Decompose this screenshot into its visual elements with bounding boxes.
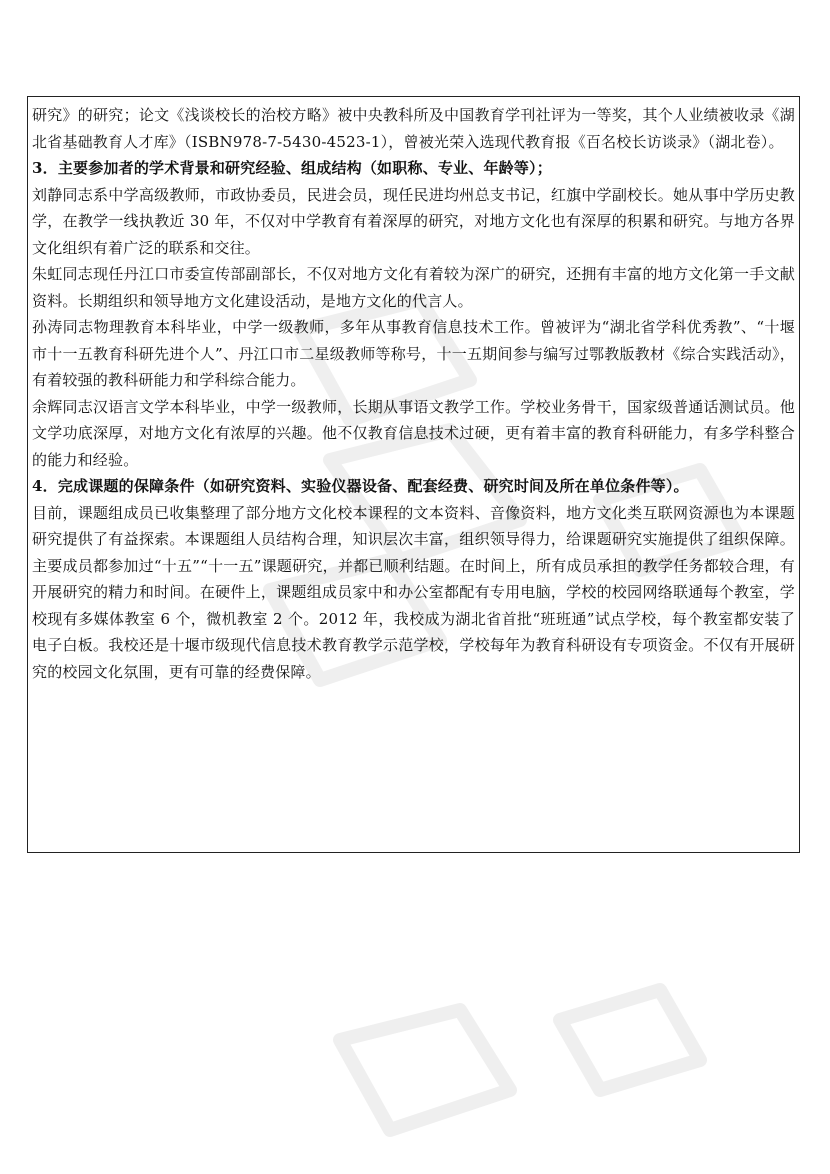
section-3-heading: 3．主要参加者的学术背景和研究经验、组成结构（如职称、专业、年龄等）；	[32, 159, 552, 177]
member-paragraph-yu-hui: 余辉同志汉语言文学本科毕业，中学一级教师，长期从事语文教学工作。学校业务骨干，国家级普通话测试员。他文学功底深厚，对地方文化有浓厚的兴趣。他不仅教育信息技术过硬，更有着丰富的教育科研能力，有多学科整合的能力和经验。	[32, 397, 795, 469]
member-paragraph-zhu-hong: 朱虹同志现任丹江口市委宣传部副部长，不仅对地方文化有着较为深广的研究，还拥有丰富的地方文化第一手文献资料。长期组织和领导地方文化建设活动，是地方文化的代言人。	[32, 265, 795, 310]
member-paragraph-sun-tao: 孙涛同志物理教育本科毕业，中学一级教师，多年从事教育信息技术工作。曾被评为“湖北省学科优秀教”、“十堰市十一五教育科研先进个人”、丹江口市二星级教师等称号，十一五期间参与编写过鄂教版教材《综合实践活动》，有着较强的教科研能力和学科综合能力。	[32, 318, 795, 389]
member-paragraph-liu-jing: 刘静同志系中学高级教师，市政协委员，民进会员，现任民进均州总支书记，红旗中学副校长。她从事中学历史教学，在教学一线执教近 30 年，不仅对中学教育有着深厚的研究，对地方文化也有深厚的积累和研究。与地方各界文化组织有着广泛的联系和交往。	[32, 185, 795, 257]
section-4-heading: 4．完成课题的保障条件（如研究资料、实验仪器设备、配套经费、研究时间及所在单位条件等）。	[32, 477, 689, 495]
document-table-cell	[27, 96, 800, 853]
section-4-body: 目前，课题组成员已收集整理了部分地方文化校本课程的文本资料、音像资料，地方文化类互联网资源也为本课题研究提供了有益探索。本课题组人员结构合理，知识层次丰富，组织领导得力，给课题研究实施提供了组织保障。主要成员都参加过“十五”“十一五”课题研究，并都已顺利结题。在时间上，所有成员承担的教学任务都较合理，有开展研究的精力和时间。在硬件上，课题组成员家中和办公室都配有专用电脑，学校的校园网络联通每个教室，学校现有多媒体教室 6 个，微机教室 2 个。2012 年，我校成为湖北省首批“班班通”试点学校，每个教室都安装了电子白板。我校还是十堰市级现代信息技术教育教学示范学校，学校每年为教育科研设有专项资金。不仅有开展研究的校园文化氛围，更有可靠的经费保障。	[32, 503, 795, 681]
intro-paragraph: 研究》的研究；论文《浅谈校长的治校方略》被中央教科所及中国教育学刊社评为一等奖，其个人业绩被收录《湖北省基础教育人才库》（ISBN978-7-5430-4523-1），曾被光荣入选现代教育报《百名校长访谈录》（湖北卷）。	[32, 106, 795, 151]
